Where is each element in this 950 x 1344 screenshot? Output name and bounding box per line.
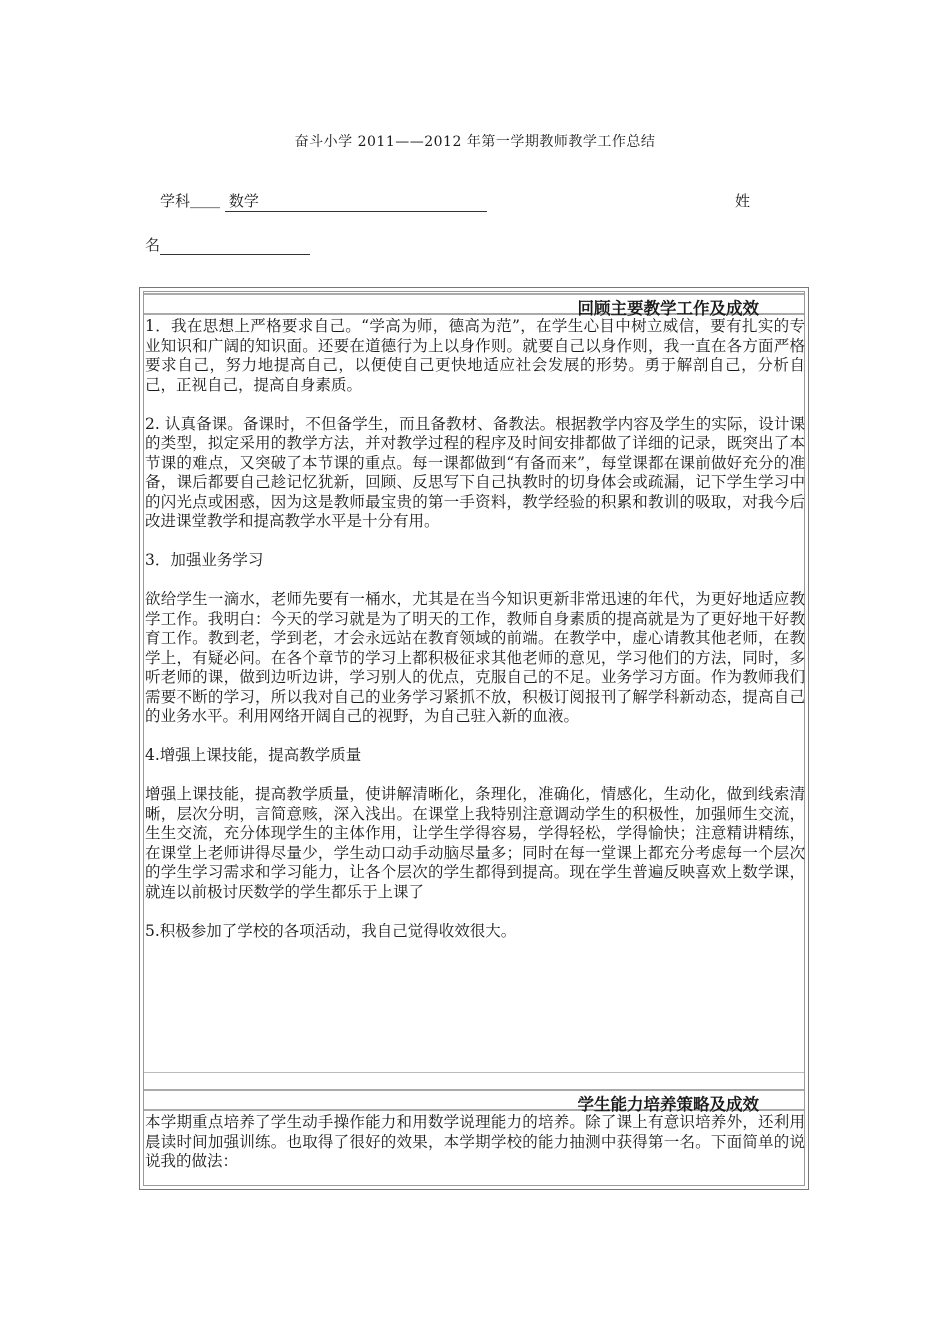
section2-heading: 学生能力培养策略及成效 [577, 1095, 759, 1114]
document-title: 奋斗小学 2011——2012 年第一学期教师教学工作总结 [294, 134, 656, 150]
name-row [145, 234, 310, 255]
name-blank-line [160, 240, 310, 255]
section2-header [144, 1089, 804, 1114]
paragraph: 欲给学生一滴水，老师先要有一桶水，尤其是在当今知识更新非常迅速的年代，为更好地适应教学工作。我明白：今天的学习就是为了明天的工作，教师自身素质的提高就是为了更好地干好教育工作。教到老，学到老，才会永远站在教育领域的前端。在教学中，虚心请教其他老师，在教学上，有疑必问。在各个章节的学习上都积极征求其他老师的意见，学习他们的方法，同时，多听老师的课，做到边听边讲，学习别人的优点，克服自己的不足。业务学习方面。作为教师我们需要不断的学习，所以我对自己的业务学习紧抓不放，积极订阅报刊了解学科新动态，提高自己的业务水平。利用网络开阔自己的视野，为自己驻入新的血液。 [145, 590, 805, 725]
paragraph: 增强上课技能，提高教学质量，使讲解清晰化，条理化，准确化，情感化，生动化，做到线索清晰，层次分明，言简意赅，深入浅出。在课堂上我特别注意调动学生的积极性，加强师生交流，生生交流，充分体现学生的主体作用，让学生学得容易，学得轻松，学得愉快；注意精讲精练，在课堂上老师讲得尽量少，学生动口动手动脑尽量多；同时在每一堂课上都充分考虑每一个层次的学生学习需求和学习能力，让各个层次的学生都得到提高。现在学生普遍反映喜欢上数学课，就连以前极讨厌数学的学生都乐于上课了 [145, 785, 805, 901]
paragraph: 1．我在思想上严格要求自己。“学高为师，德高为范”，在学生心目中树立威信，要有扎实的专业知识和广阔的知识面。还要在道德行为上以身作则。就要自己以身作则，我一直在各方面严格要求自己，努力地提高自己，以便使自己更快地适应社会发展的形势。勇于解剖自己，分析自己，正视自己，提高自身素质。 [145, 317, 805, 394]
section-divider [144, 1072, 804, 1073]
summary-table [139, 287, 809, 1190]
section1-header [144, 293, 804, 318]
name-label-part2: 名 [145, 236, 161, 254]
subject-row [160, 190, 780, 212]
section1-heading: 回顾主要教学工作及成效 [577, 299, 759, 318]
name-label-part1: 姓 [734, 192, 750, 210]
section1-body [145, 317, 805, 941]
paragraph: 2. 认真备课。备课时，不但备学生，而且备教材、备教法。根据教学内容及学生的实际，设计课的类型，拟定采用的教学方法，并对教学过程的程序及时间安排都做了详细的记录，既突出了本节课的难点，又突破了本节课的重点。每一课都做到“有备而来”，每堂课都在课前做好充分的准备，课后都要自己趁记忆犹新，回顾、反思写下自己执教时的切身体会或疏漏，记下学生学习中的闪光点或困惑，因为这是教师最宝贵的第一手资料，教学经验的积累和教训的吸取，对我今后改进课堂教学和提高教学水平是十分有用。 [145, 414, 805, 530]
paragraph: 4.增强上课技能，提高教学质量 [145, 746, 362, 764]
paragraph: 3．加强业务学习 [145, 551, 264, 569]
section2-body [145, 1113, 805, 1172]
summary-table-inner [143, 291, 805, 1186]
paragraph: 5.积极参加了学校的各项活动，我自己觉得收效很大。 [145, 921, 517, 940]
paragraph: 本学期重点培养了学生动手操作能力和用数学说理能力的培养。除了课上有意识培养外，还利用晨读时间加强训练。也取得了很好的效果，本学期学校的能力抽测中获得第一名。下面简单的说说我的做法： [145, 1113, 805, 1170]
subject-label: 学科＿＿ [160, 192, 221, 210]
subject-value: 数学 [225, 190, 487, 212]
